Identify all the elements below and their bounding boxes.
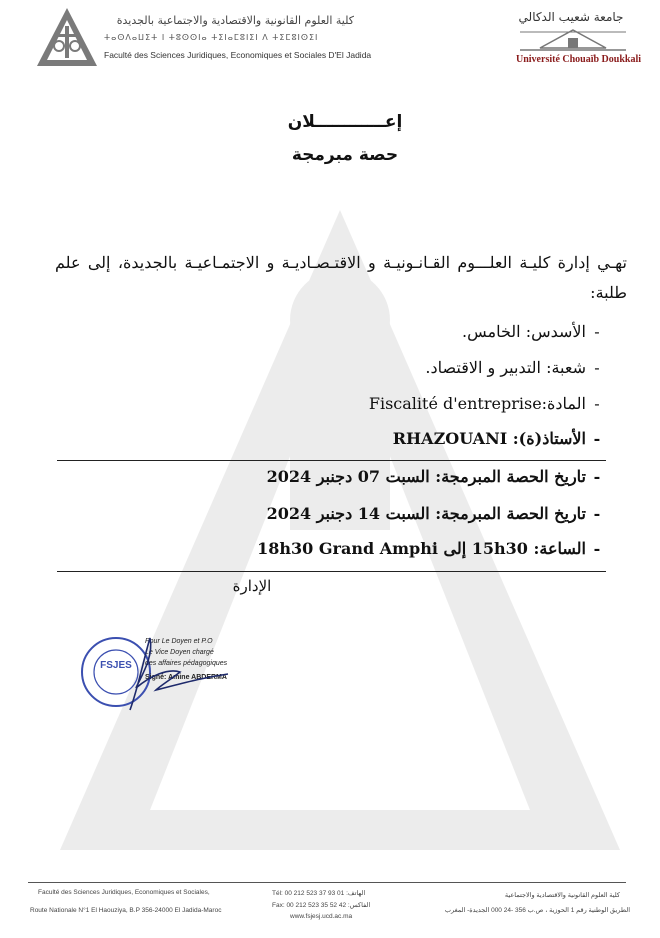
faculty-logo	[35, 6, 99, 68]
footer-address-fr-1: Faculté des Sciences Juridiques, Economiques et Sociales,	[38, 889, 210, 896]
university-name-arabic: جامعة شعيب الدكالي	[518, 10, 624, 24]
university-logo	[520, 28, 626, 52]
footer-address-ar-1: كلية العلوم القانونية والاقتصادية والاجتماعية	[504, 892, 620, 899]
signature-line: Pour Le Doyen et P.O	[145, 638, 213, 645]
intro-paragraph: تهـي إدارة كليـة العلـــوم القـانـونيـة و الاقتـصـاديـة و الاجتمـاعيـة بالجديدة، إلى علم طلبة:	[55, 253, 627, 302]
faculty-name-french: Faculté des Sciences Juridiques, Economiques et Sociales D'El Jadida	[104, 50, 372, 60]
list-item-semester: -الأسدس: الخامس.	[462, 322, 600, 341]
announcement-subtitle: حصة مبرمجة	[291, 145, 399, 165]
schedule-date-2: -تاريخ الحصة المبرمجة: السبت 14 دجنبر 2024	[266, 504, 601, 523]
footer-address-fr-2: Route Nationale N°1 El Haouziya, B.P 356-24000 El Jadida-Maroc	[30, 907, 222, 914]
footer-divider	[28, 882, 626, 883]
footer-address-ar-2: الطريق الوطنية رقم 1 الحوزية ، ص.ب 356 -24 000 الجديدة- المغرب	[444, 907, 630, 914]
list-item-branch: -شعبة: التدبير و الاقتصاد.	[425, 358, 600, 377]
footer-fax: Fax: 00 212 523 35 52 42 :الفاكس	[272, 902, 371, 909]
signature-name: Signé: Amine ABDERMA	[145, 674, 227, 681]
schedule-date-1: -تاريخ الحصة المبرمجة: السبت 07 دجنبر 2024	[266, 467, 601, 486]
divider-top	[57, 460, 606, 461]
stamp-label: FSJES	[100, 660, 132, 671]
administration-label: الإدارة	[232, 577, 272, 595]
faculty-name-arabic: كلية العلوم القانونية والاقتصادية والاجتماعية بالجديدة	[116, 14, 354, 27]
signature-line: des affaires pédagogiques	[145, 660, 228, 667]
footer-website: www.fsjesj.ucd.ac.ma	[290, 913, 353, 920]
university-name-french: Université Chouaïb Doukkali	[516, 54, 642, 65]
handwritten-signature	[110, 628, 240, 716]
announcement-title: إعــــــــــــلان	[287, 112, 403, 132]
list-item-subject: -المادة:Fiscalité d'entreprise	[368, 394, 600, 413]
schedule-time: -الساعة: 15h30 إلى 18h30 Grand Amphi	[257, 539, 601, 558]
faculty-name-tifinagh: ⵜⴰⵙⴷⴰⵡⵉⵜ ⵏ ⵜⵓⵙⵙⵏⴰ ⵜⵉⵏⴰⵎⵓⵏⵉⵏ ⴷ ⵜⵉⵎⵓⵏⵙⵉⵏ	[104, 33, 319, 42]
footer-tel: Tél: 00 212 523 37 93 01 :الهاتف	[272, 890, 366, 897]
divider-bottom	[57, 571, 606, 572]
list-item-professor: -الأستاذ(ة): RHAZOUANI	[392, 429, 601, 448]
signature-line: Le Vice Doyen chargé	[145, 649, 214, 656]
